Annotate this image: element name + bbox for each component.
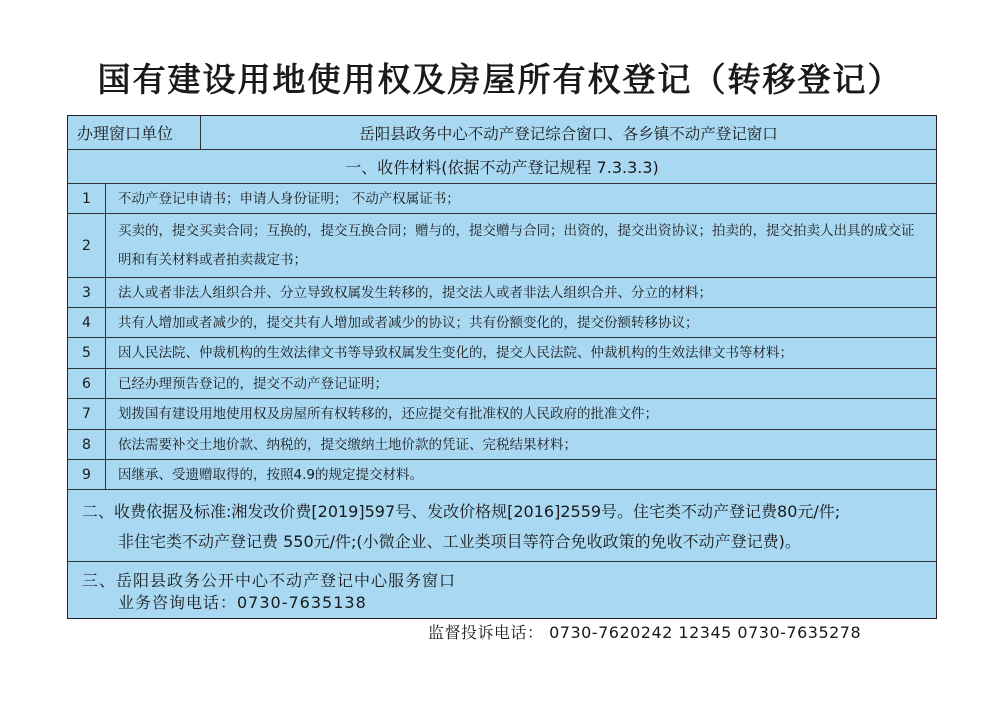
fees-line-1: 二、收费依据及标准:湘发改价费[2019]597号、发改价格规[2016]2559号。住宅类不动产登记费80元/件;: [82, 502, 841, 521]
material-item: [68, 308, 936, 338]
item-number: 7: [68, 399, 106, 429]
service-window: 三、岳阳县政务公开中心不动产登记中心服务窗口: [82, 571, 457, 590]
material-item: [68, 184, 936, 214]
office-label: 办理窗口单位: [68, 116, 201, 149]
material-item: [68, 278, 936, 308]
material-item: [68, 214, 936, 278]
item-number: 8: [68, 430, 106, 459]
fees-line-2: 非住宅类不动产登记费 550元/件;(小微企业、工业类项目等符合免收政策的免收不动产登记费)。: [118, 532, 801, 551]
item-number: 1: [68, 184, 106, 213]
item-text: 不动产登记申请书；申请人身份证明； 不动产权属证书；: [118, 190, 460, 207]
material-item: [68, 369, 936, 399]
service-section: [68, 562, 470, 618]
office-row: [68, 116, 936, 150]
material-item: [68, 399, 936, 430]
item-text: 法人或者非法人组织合并、分立导致权属发生转移的，提交法人或者非法人组织合并、分立的材料；: [118, 284, 712, 301]
fees-section: [68, 490, 854, 561]
materials-heading: 一、收件材料(依据不动产登记规程 7.3.3.3): [345, 158, 659, 177]
item-number: 6: [68, 369, 106, 398]
item-number: 5: [68, 338, 106, 368]
item-number: 9: [68, 460, 106, 489]
item-number: 2: [68, 214, 106, 277]
complaint-hotline: 监督投诉电话： 0730-7620242 12345 0730-7635278: [428, 623, 862, 642]
item-text: 买卖的，提交买卖合同；互换的，提交互换合同；赠与的，提交赠与合同；出资的，提交出资协议；拍卖的，提交拍卖人出具的成交证明和有关材料或者拍卖裁定书；: [118, 222, 915, 268]
item-number: 3: [68, 278, 106, 307]
item-number: 4: [68, 308, 106, 337]
page-title: 国有建设用地使用权及房屋所有权登记（转移登记）: [97, 60, 903, 99]
consult-phone: 业务咨询电话：0730-7635138: [118, 593, 367, 612]
item-text: 划拨国有建设用地使用权及房屋所有权转移的，还应提交有批准权的人民政府的批准文件；: [118, 406, 658, 422]
item-text: 已经办理预告登记的，提交不动产登记证明；: [118, 375, 388, 392]
material-item: [68, 338, 936, 369]
materials-heading-row: [68, 150, 936, 184]
item-text: 依法需要补交土地价款、纳税的，提交缴纳土地价款的凭证、完税结果材料；: [118, 436, 577, 453]
material-item: [68, 460, 936, 490]
item-text: 因继承、受遗赠取得的，按照4.9的规定提交材料。: [118, 466, 423, 483]
material-item: [68, 430, 936, 460]
office-value: 岳阳县政务中心不动产登记综合窗口、各乡镇不动产登记窗口: [359, 124, 778, 143]
fees-row: [68, 490, 936, 562]
service-row: [68, 562, 936, 618]
item-text: 因人民法院、仲裁机构的生效法律文书等导致权属发生变化的，提交人民法院、仲裁机构的生效法律文书等材料；: [118, 345, 793, 361]
item-text: 共有人增加或者减少的，提交共有人增加或者减少的协议；共有份额变化的，提交份额转移协议；: [118, 314, 699, 331]
registration-info-table: [67, 115, 937, 619]
